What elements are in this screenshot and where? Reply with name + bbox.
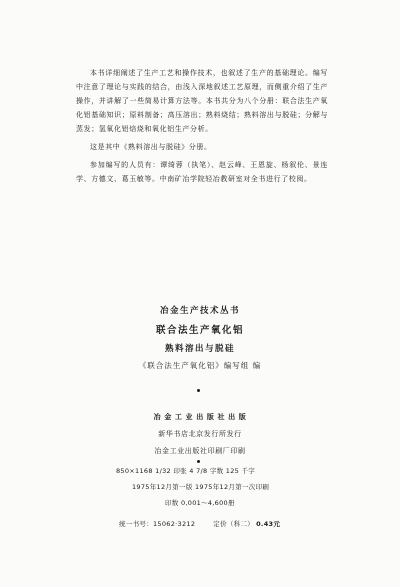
preface-section: [76, 66, 328, 186]
format-line: 850×1168 1/32 印张 4 7/8 字数 125 千字: [116, 467, 256, 475]
print-run-line: 印数 0,001～4,600册: [165, 499, 235, 507]
series-title: 冶金生产技术丛书: [159, 306, 240, 316]
printer-line: 冶金工业出版社印刷厂印刷: [154, 447, 246, 455]
price-label: 定价（科二）: [213, 520, 255, 528]
preface-paragraph-3: 参加编写的人员有：谭绮蓉（执笔）、赵云峰、王恩旋、杨叙伦、景连学、方德文、葛玉敏等。中南矿冶学院轻冶教研室对全书进行了校阅。: [76, 161, 328, 183]
book-number-price-line: [119, 519, 280, 528]
distributor-line: 新华书店北京发行所发行: [158, 430, 242, 438]
book-subtitle: 熟料溶出与脱硅: [164, 344, 235, 354]
publisher-line: 冶 金 工 业 出 版 社 出 版: [153, 413, 247, 421]
separator-dot: [197, 460, 200, 463]
preface-paragraph-1: 本书详细阐述了生产工艺和操作技术，也叙述了生产的基础理论。编写中注意了理论与实践的结合，由浅入深地叙述工艺原理，而侧重介绍了生产操作，并讲解了一些简易计算方法等。本书共分为八个分册：联合法生产氧化铝基础知识；原料制备；高压溶出；熟料烧结；熟料溶出与脱硅；分解与蒸发；氢氧化铝焙烧和氧化铝生产分析。: [76, 69, 328, 133]
edition-line: 1975年12月第一版 1975年12月第一次印刷: [132, 483, 270, 491]
price-value: 0.43元: [256, 520, 281, 528]
separator-dot: [197, 389, 200, 392]
editor-line: 《联合法生产氧化铝》编写组 编: [138, 361, 262, 370]
book-title: 联合法生产氧化铝: [155, 325, 244, 336]
book-number: 统一书号：15062·3212: [119, 520, 196, 528]
preface-paragraph-2: 这是其中《熟料溶出与脱硅》分册。: [90, 143, 212, 151]
